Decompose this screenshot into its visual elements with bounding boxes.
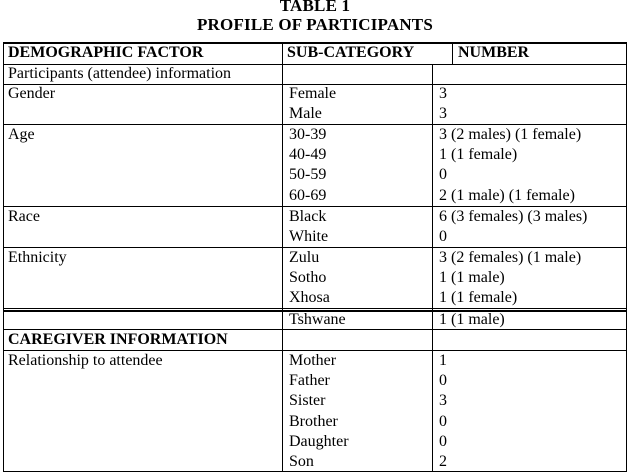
- table-number: TABLE 1: [279, 0, 351, 15]
- relationship-sub-brother: Brother: [289, 412, 338, 430]
- number-header-rule: [452, 42, 453, 64]
- table-title: PROFILE OF PARTICIPANTS: [196, 15, 434, 34]
- race-number-black: 6 (3 females) (3 males): [439, 208, 588, 225]
- age-number-50-59: 0: [439, 166, 447, 184]
- participants-section-label: Participants (attendee) information: [8, 65, 232, 82]
- relationship-number-sister: 3: [439, 392, 447, 410]
- relationship-sub-daughter: Daughter: [289, 432, 349, 450]
- age-number-30-39: 3 (2 males) (1 female): [439, 126, 582, 143]
- gender-sub-male: Male: [289, 105, 322, 123]
- participants-profile-table: [3, 42, 627, 472]
- race-label: Race: [8, 208, 40, 225]
- race-number-white: 0: [439, 228, 447, 246]
- gender-label: Gender: [8, 85, 56, 102]
- subcategory-column-rule: [282, 42, 283, 472]
- gender-numbers: [439, 84, 447, 124]
- gender-sub-female: Female: [289, 85, 337, 102]
- header-sub-category: SUB-CATEGORY: [287, 44, 415, 61]
- race-sub-black: Black: [289, 208, 327, 225]
- age-sub-40-49: 40-49: [289, 146, 327, 164]
- relationship-number-son: 2: [439, 452, 447, 470]
- age-numbers: [439, 125, 581, 206]
- age-sub-60-69: 60-69: [289, 186, 327, 204]
- caregiver-section-label: CAREGIVER INFORMATION: [8, 331, 228, 348]
- age-number-60-69: 2 (1 male) (1 female): [439, 186, 575, 204]
- age-sub-50-59: 50-59: [289, 166, 327, 184]
- number-column-rule: [432, 64, 433, 472]
- ethnicity-number-xhosa: 1 (1 female): [439, 289, 518, 307]
- relationship-number-brother: 0: [439, 412, 447, 430]
- ethnicity-number-zulu: 3 (2 females) (1 male): [439, 249, 582, 266]
- table-left-border: [3, 42, 4, 472]
- relationship-sub-son: Son: [289, 452, 314, 470]
- relationship-sub-father: Father: [289, 372, 330, 390]
- race-subcategories: [289, 207, 328, 247]
- tshwane-number: 1 (1 male): [439, 311, 505, 328]
- table-right-border: [626, 42, 627, 472]
- relationship-sub-sister: Sister: [289, 392, 326, 410]
- race-sub-white: White: [289, 228, 329, 246]
- relationship-number-daughter: 0: [439, 432, 447, 450]
- tshwane-subcategory: Tshwane: [289, 311, 346, 328]
- relationship-numbers: [439, 351, 447, 472]
- ethnicity-numbers: [439, 248, 581, 309]
- ethnicity-number-sotho: 1 (1 male): [439, 269, 505, 287]
- age-sub-30-39: 30-39: [289, 126, 327, 143]
- ethnicity-subcategories: [289, 248, 330, 309]
- relationship-sub-mother: Mother: [289, 352, 337, 369]
- gender-subcategories: [289, 84, 336, 124]
- header-demographic-factor: DEMOGRAPHIC FACTOR: [8, 44, 204, 61]
- gender-number-female: 3: [439, 85, 447, 102]
- relationship-label: Relationship to attendee: [8, 352, 163, 369]
- relationship-number-father: 0: [439, 372, 447, 390]
- relationship-subcategories: [289, 351, 349, 472]
- ethnicity-sub-zulu: Zulu: [289, 249, 320, 266]
- age-subcategories: [289, 125, 326, 206]
- race-numbers: [439, 207, 587, 247]
- relationship-number-mother: 1: [439, 352, 447, 369]
- ethnicity-sub-xhosa: Xhosa: [289, 289, 330, 307]
- header-number: NUMBER: [458, 44, 530, 61]
- age-number-40-49: 1 (1 female): [439, 146, 518, 164]
- ethnicity-label: Ethnicity: [8, 249, 67, 266]
- ethnicity-sub-sotho: Sotho: [289, 269, 327, 287]
- age-label: Age: [8, 126, 35, 143]
- gender-number-male: 3: [439, 105, 447, 123]
